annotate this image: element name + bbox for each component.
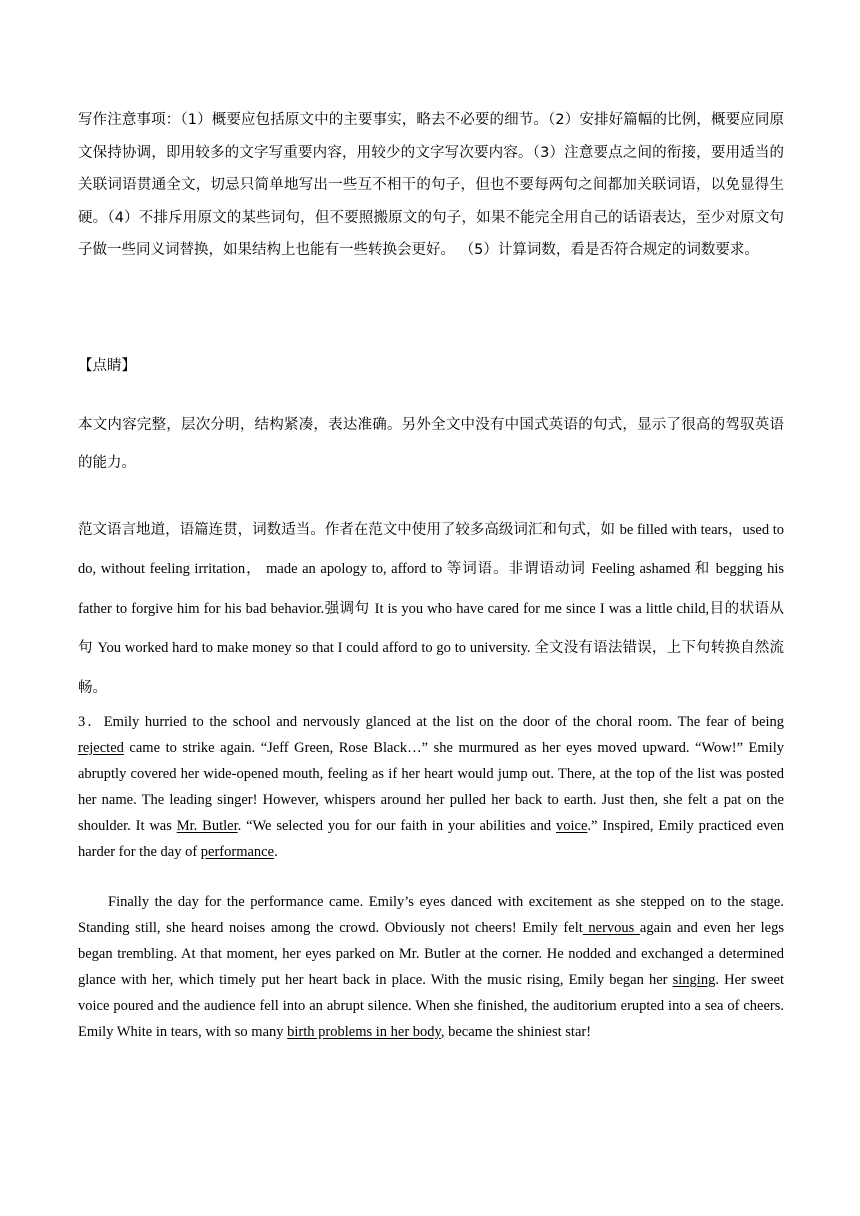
text-segment: Finally the day for the performance came. Emily’s eyes danced with excitement as she stepped on to the stage. Standing still, she heard noises among the crowd. Obviously not cheers! Emily felt: [78, 894, 784, 936]
text-segment: again and even her legs began trembling. At that moment, her eyes parked on Mr. Butler at the corner. He nodded and exchanged a determined glance with her, which timely put her heart back in place. With the music rising, Emily began her: [78, 920, 784, 988]
text-segment: 强调句: [324, 600, 375, 617]
underlined-word: birth problems in her body: [287, 1024, 441, 1040]
english-segment: Feeling ashamed: [591, 561, 695, 577]
text-segment: 目的状语从句: [78, 600, 784, 656]
underlined-word: performance: [200, 844, 275, 860]
underlined-word: rejected: [78, 740, 124, 756]
text-segment: , became the shiniest star!: [440, 1024, 592, 1040]
english-segment: It is you who have cared for me since I was a little child,: [374, 600, 710, 617]
english-segment: be filled with tears，used to do, without feeling irritation， made an apology to, afford to: [78, 521, 784, 577]
story-paragraph-2: [78, 889, 784, 1045]
underlined-word: singing: [672, 972, 716, 988]
text-segment: 全文没有语法错误，上下句转换自然流畅。: [78, 640, 785, 696]
english-segment: You worked hard to make money so that I could afford to go to university.: [97, 640, 535, 656]
dianjing-paragraph-1: 本文内容完整，层次分明，结构紧凑，表达准确。另外全文中没有中国式英语的句式，显示了很高的驾驭英语的能力。: [78, 417, 784, 471]
writing-notes: 写作注意事项：（1）概要应包括原文中的主要事实，略去不必要的细节。（2）安排好篇幅的比例，概要应同原文保持协调，即用较多的文字写重要内容，用较少的文字写次要内容。（3）注意要点之间的衔接，要用适当的关联词语贯通全文，切忌只简单地写出一些互不相干的句子，但也不要每两句之间都加关联词语，以免显得生硬。（4）不排斥用原文的某些词句，但不要照搬原文的句子，如果不能完全用自己的话语表达，至少对原文句子做一些同义词替换，如果结构上也能有一些转换会更好。 （5）计算词数，看是否符合规定的词数要求。: [78, 112, 784, 258]
text-segment: 等词语。非谓语动词: [446, 561, 592, 577]
text-segment: 范文语言地道，语篇连贯，词数适当。作者在范文中使用了较多高级词汇和句式，如: [78, 521, 620, 538]
underlined-word: nervous: [582, 920, 640, 936]
english-segment: begging his father to forgive him for his bad behavior.: [78, 561, 785, 617]
underlined-word: voice: [556, 818, 588, 834]
text-segment: 3．Emily hurried to the school and nervously glanced at the list on the door of the choral room. The fear of being: [78, 714, 784, 730]
underlined-word: Mr. Butler: [176, 818, 238, 834]
text-segment: 和: [694, 561, 716, 577]
text-segment: came to strike again. “Jeff Green, Rose Black…” she murmured as her eyes moved upward. “Wow!” Emily abruptly covered her wide-opened mouth, feeling as if her heart would jump out. There, at the top of the list was posted her name. The leading singer! However, whispers around her pulled her back to earth. Just then, she felt a pat on the shoulder. It was: [78, 740, 784, 834]
dianjing-heading: 【点睛】: [78, 358, 136, 374]
text-segment: . “We selected you for our faith in your abilities and: [237, 818, 557, 834]
text-segment: . Her sweet voice poured and the audience fell into an abrupt silence. When she finished, the auditorium erupted into a sea of cheers. Emily White in tears, with so many: [78, 972, 784, 1040]
story-paragraph-1: [78, 709, 784, 865]
text-segment: .” Inspired, Emily practiced even harder for the day of: [78, 818, 784, 860]
dianjing-paragraph-2: [78, 511, 784, 709]
text-segment: .: [274, 844, 278, 860]
